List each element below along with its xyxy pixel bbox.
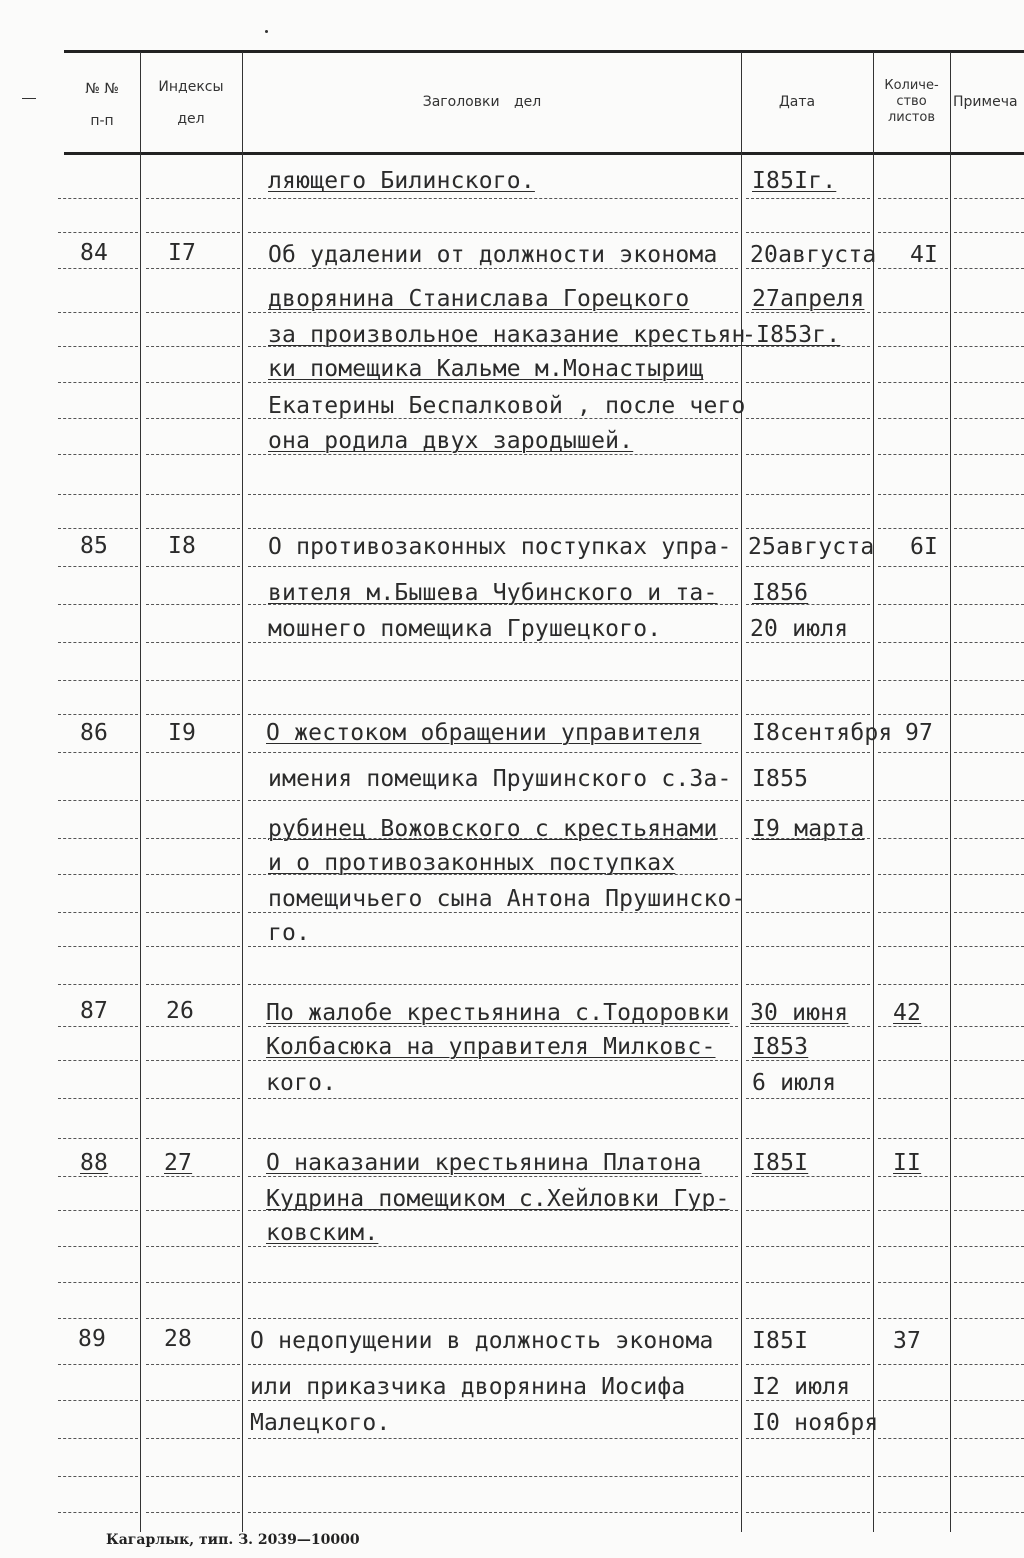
row-87-date-line-2: I853 [752,1034,809,1060]
ruled-line [248,1026,738,1027]
ruled-line [954,604,1024,605]
row-86-title-line-4: и о противозаконных поступках [268,850,676,876]
ruled-line [746,1060,870,1061]
ruled-line [954,714,1024,715]
row-85-date-line-1: 25августа [748,534,875,560]
row-88-count: II [893,1150,922,1176]
row-88-num: 88 [80,1150,109,1176]
row-84-title-line-5: Екатерины Беспалковой , после чего [268,393,746,419]
ruled-line [248,1060,738,1061]
ruled-line [878,1400,948,1401]
ruled-line [58,1438,138,1439]
ruled-line [248,1438,738,1439]
ruled-line [58,1476,138,1477]
ruled-line [146,912,240,913]
table-top-border [64,50,1024,53]
row-84-title-line-1: Об удалении от должности эконома [268,242,718,268]
ruled-line [146,1246,240,1247]
row-86-date-line-3: I9 марта [752,816,865,842]
ruled-line [58,1246,138,1247]
ruled-line [746,1176,870,1177]
row-84-date-line-1: 20августа [750,242,877,268]
ruled-line [954,232,1024,233]
ruled-line [746,312,870,313]
ruled-line [146,312,240,313]
ruled-line [954,1512,1024,1513]
ruled-line [58,1400,138,1401]
row-87-index: 26 [166,998,195,1024]
row-84-num: 84 [80,240,109,266]
ruled-line [954,912,1024,913]
ruled-line [146,1176,240,1177]
ruled-line [746,1318,870,1319]
ruled-line [146,946,240,947]
ruled-line [58,1026,138,1027]
ruled-line [878,1282,948,1283]
col-divider-4 [873,52,874,1532]
ruled-line [248,382,738,383]
ruled-line [58,1364,138,1365]
row-87-date-line-1: 30 июня [750,1000,849,1026]
ruled-line [146,1476,240,1477]
ruled-line [746,1476,870,1477]
ruled-line [146,1210,240,1211]
ruled-line [878,714,948,715]
header-num [64,80,140,130]
ink-speck [22,98,36,99]
ruled-line [146,1438,240,1439]
ruled-line [746,418,870,419]
ruled-line [58,1210,138,1211]
row-85-date-line-2: I856 [752,580,809,606]
ruled-line [954,1476,1024,1477]
header-num-line2: п-п [90,113,114,129]
ruled-line [146,198,240,199]
ruled-line [746,1512,870,1513]
ruled-line [746,1026,870,1027]
row-85-index: I8 [168,533,197,559]
ruled-line [146,800,240,801]
ruled-line [146,528,240,529]
row-86-date-line-2: I855 [752,766,809,792]
ruled-line [746,528,870,529]
ruled-line [954,1282,1024,1283]
row-87-title-line-3: кого. [266,1070,337,1096]
ruled-line [954,1364,1024,1365]
ruled-line [878,604,948,605]
header-index-line1: Индексы [158,79,224,95]
ruled-line [954,1246,1024,1247]
ruled-line [248,1318,738,1319]
ruled-line [954,800,1024,801]
row-89-title-line-1: О недопущении в должность эконома [250,1328,714,1354]
ruled-line [58,984,138,985]
ruled-line [248,1512,738,1513]
ruled-line [746,232,870,233]
ruled-line [146,1364,240,1365]
ruled-line [878,1176,948,1177]
ruled-line [878,418,948,419]
row-84-title-line-2: дворянина Станислава Горецкого [268,286,690,312]
col-divider-1 [140,52,141,1532]
ruled-line [878,1438,948,1439]
ruled-line [746,1438,870,1439]
ruled-line [146,268,240,269]
row-86-date-line-1: I8сентября [752,720,893,746]
header-num-line1: № № [85,81,119,97]
ruled-line [746,1400,870,1401]
row-87-title-line-1: По жалобе крестьянина с.Тодоровки [266,1000,730,1026]
ruled-line [746,494,870,495]
ruled-line [746,1282,870,1283]
ruled-line [248,232,738,233]
col-divider-2 [242,52,243,1532]
ruled-line [746,800,870,801]
ruled-line [248,800,738,801]
row-88-title-line-3: ковским. [266,1220,379,1246]
ruled-line [954,312,1024,313]
ruled-line [746,1210,870,1211]
ruled-line [746,984,870,985]
row-89-date-line-2: I2 июля [752,1374,851,1400]
ruled-line [954,752,1024,753]
ruled-line [878,198,948,199]
ruled-line [58,752,138,753]
ruled-line [746,1364,870,1365]
row-87-num: 87 [80,998,109,1024]
ruled-line [878,268,948,269]
ruled-line [746,874,870,875]
ruled-line [248,1098,738,1099]
ruled-line [58,838,138,839]
ruled-line [146,604,240,605]
ruled-line [146,1026,240,1027]
ruled-line [58,494,138,495]
ruled-line [878,232,948,233]
ruled-line [146,1282,240,1283]
ruled-line [248,642,738,643]
row-85-num: 85 [80,533,109,559]
row-86-title-line-6: го. [268,920,311,946]
ruled-line [58,1060,138,1061]
ruled-line [146,984,240,985]
ruled-line [58,680,138,681]
ruled-line [878,946,948,947]
row-89-num: 89 [78,1326,107,1352]
ruled-line [954,198,1024,199]
ruled-line [954,874,1024,875]
ruled-line [878,680,948,681]
row-84-count: 4I [910,242,939,268]
ruled-line [58,874,138,875]
header-count-line1: Количе- [884,78,939,93]
ruled-line [146,714,240,715]
ruled-line [248,912,738,913]
ruled-line [146,642,240,643]
ruled-line [954,1438,1024,1439]
header-count-line2: ство [896,94,927,109]
ruled-line [146,1098,240,1099]
row-87-date-line-3: 6 июля [752,1070,837,1096]
ruled-line [746,268,870,269]
ruled-line [746,1098,870,1099]
ruled-line [878,642,948,643]
ruled-line [878,566,948,567]
ruled-line [58,714,138,715]
header-index [140,78,242,128]
ruled-line [954,1318,1024,1319]
ruled-line [146,566,240,567]
ruled-line [248,198,738,199]
ruled-line [878,752,948,753]
row-85-count: 6I [910,534,939,560]
ruled-line [58,1512,138,1513]
ruled-line [58,566,138,567]
ruled-line [878,382,948,383]
ruled-line [58,454,138,455]
ruled-line [878,874,948,875]
ruled-line [58,312,138,313]
ruled-line [746,680,870,681]
ruled-line [954,346,1024,347]
ruled-line [878,1318,948,1319]
ruled-line [746,198,870,199]
ruled-line [746,382,870,383]
row-85-date-line-3: 20 июля [750,616,849,642]
row-86-index: I9 [168,720,197,746]
ruled-line [954,1400,1024,1401]
ruled-line [954,946,1024,947]
ruled-line [146,232,240,233]
row-0-title-line-1: ляющего Билинского. [268,168,535,194]
row-86-num: 86 [80,720,109,746]
ruled-line [58,528,138,529]
ruled-line [248,714,738,715]
ruled-line [878,528,948,529]
header-title: Заголовки дел [422,94,542,110]
ruled-line [954,566,1024,567]
printer-imprint: Кагарлык, тип. З. 2039—10000 [106,1532,360,1548]
ruled-line [878,838,948,839]
ruled-line [58,382,138,383]
ruled-line [954,838,1024,839]
row-87-title-line-2: Колбасюка на управителя Милковс- [266,1034,716,1060]
row-88-title-line-1: О наказании крестьянина Платона [266,1150,702,1176]
ruled-line [146,346,240,347]
ruled-line [58,604,138,605]
ruled-line [248,680,738,681]
ruled-line [58,642,138,643]
ruled-line [146,1138,240,1139]
row-88-date-line-1: I85I [752,1150,809,1176]
row-84-title-line-6: она родила двух зародышей. [268,428,634,454]
ruled-line [746,752,870,753]
row-86-title-line-1: О жестоком обращении управителя [266,720,702,746]
header-count [873,78,950,126]
row-86-title-line-5: помещичьего сына Антона Прушинско- [268,886,746,912]
row-89-date-line-1: I85I [752,1328,809,1354]
ruled-line [146,1400,240,1401]
row-88-title-line-2: Кудрина помещиком с.Хейловки Гур- [266,1186,730,1212]
ruled-line [58,418,138,419]
ruled-line [248,1364,738,1365]
ruled-line [878,912,948,913]
ruled-line [58,1138,138,1139]
ruled-line [878,800,948,801]
ruled-line [954,984,1024,985]
ruled-line [878,1060,948,1061]
col-divider-3 [741,52,742,1532]
ruled-line [954,1176,1024,1177]
ruled-line [878,1138,948,1139]
ruled-line [954,454,1024,455]
ruled-line [248,984,738,985]
col-divider-5 [950,52,951,1532]
ruled-line [878,1026,948,1027]
ruled-line [146,1060,240,1061]
row-86-count: 97 [905,720,934,746]
ruled-line [954,268,1024,269]
ruled-line [878,1098,948,1099]
row-89-title-line-2: или приказчика дворянина Иосифа [250,1374,686,1400]
ruled-line [146,454,240,455]
ruled-line [58,1098,138,1099]
ruled-line [58,232,138,233]
ruled-line [746,454,870,455]
ruled-line [248,1138,738,1139]
ruled-line [58,346,138,347]
ruled-line [58,912,138,913]
ruled-line [248,752,738,753]
ruled-line [954,642,1024,643]
row-84-date-line-3: -I853г. [742,322,841,348]
ruled-line [248,566,738,567]
row-89-title-line-3: Малецкого. [250,1410,391,1436]
row-89-index: 28 [164,1326,193,1352]
row-84-title-line-3: за произвольное наказание крестьян [268,322,746,348]
ruled-line [746,714,870,715]
ruled-line [248,494,738,495]
ruled-line [954,528,1024,529]
row-84-index: I7 [168,240,197,266]
row-84-date-line-2: 27апреля [752,286,865,312]
ruled-line [58,198,138,199]
ruled-line [248,1400,738,1401]
ruled-line [248,268,738,269]
row-88-index: 27 [164,1150,193,1176]
ruled-line [746,1138,870,1139]
row-87-count: 42 [893,1000,922,1026]
ruled-line [58,800,138,801]
ruled-line [878,1210,948,1211]
row-85-title-line-3: мошнего помещика Грушецкого. [268,616,662,642]
ruled-line [746,912,870,913]
ruled-line [878,312,948,313]
row-89-date-line-3: I0 ноября [752,1410,879,1436]
header-index-line2: дел [177,111,205,127]
row-0-date-line-1: I85Iг. [752,168,837,194]
ruled-line [878,346,948,347]
ruled-line [248,454,738,455]
row-89-count: 37 [893,1328,922,1354]
ruled-line [746,946,870,947]
header-count-line3: листов [887,110,936,125]
ruled-line [248,528,738,529]
ruled-line [954,1026,1024,1027]
ruled-line [248,312,738,313]
ruled-line [954,382,1024,383]
ruled-line [248,1246,738,1247]
ruled-line [146,838,240,839]
ruled-line [746,1246,870,1247]
ruled-line [146,1512,240,1513]
row-85-title-line-1: О противозаконных поступках упра- [268,534,732,560]
ruled-line [954,494,1024,495]
ruled-line [954,1098,1024,1099]
ruled-line [58,946,138,947]
ruled-line [248,1176,738,1177]
ruled-line [878,1246,948,1247]
ruled-line [878,984,948,985]
ruled-line [248,946,738,947]
ruled-line [878,454,948,455]
header-note: Примеча [953,94,1018,110]
ruled-line [878,494,948,495]
row-85-title-line-2: вителя м.Бышева Чубинского и та- [268,580,718,606]
ruled-line [954,680,1024,681]
row-84-title-line-4: ки помещика Кальме м.Монастырищ [268,356,704,382]
header-bottom-border [64,152,1024,155]
header-date: Дата [778,94,816,110]
ruled-line [146,874,240,875]
ruled-line [248,1476,738,1477]
ruled-line [146,1318,240,1319]
ink-speck [265,30,268,33]
ruled-line [146,752,240,753]
row-86-title-line-3: рубинец Вожовского с крестьянами [268,816,718,842]
ruled-line [954,1138,1024,1139]
ruled-line [146,382,240,383]
ruled-line [58,268,138,269]
ruled-line [746,566,870,567]
ruled-line [146,418,240,419]
ruled-line [954,1060,1024,1061]
ruled-line [746,642,870,643]
ruled-line [58,1318,138,1319]
ruled-line [878,1512,948,1513]
ruled-line [954,418,1024,419]
row-86-title-line-2: имения помещика Прушинского с.За- [268,766,732,792]
ruled-line [58,1176,138,1177]
ruled-line [248,1282,738,1283]
ruled-line [878,1476,948,1477]
ruled-line [954,1210,1024,1211]
ruled-line [878,1364,948,1365]
ruled-line [146,494,240,495]
ruled-line [58,1282,138,1283]
ruled-line [146,680,240,681]
